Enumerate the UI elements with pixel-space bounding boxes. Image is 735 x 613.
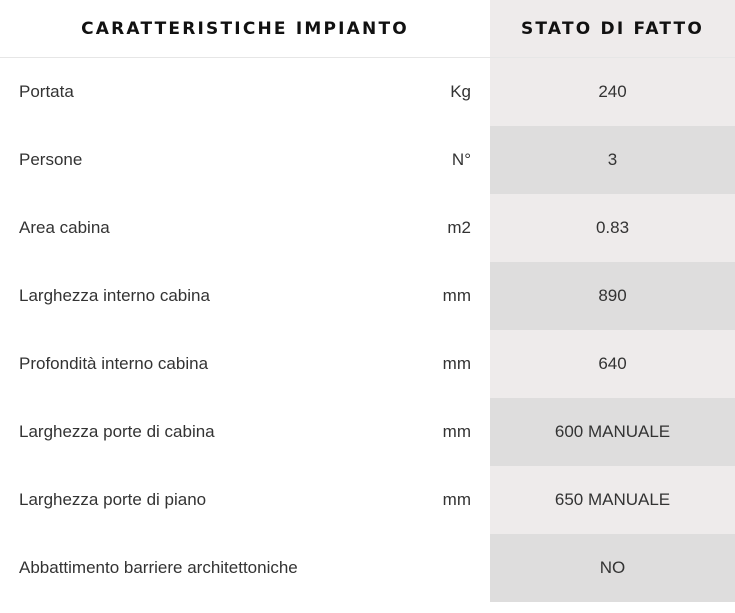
row-label: Abbattimento barriere architettoniche [0, 534, 410, 602]
table-row [0, 126, 735, 194]
row-value: NO [490, 534, 735, 602]
header-state: STATO DI FATTO [490, 0, 735, 57]
row-label: Larghezza porte di cabina [0, 398, 410, 466]
row-value: 240 [490, 58, 735, 126]
row-unit: mm [410, 262, 490, 330]
table-row [0, 58, 735, 126]
row-label: Persone [0, 126, 410, 194]
table-row [0, 194, 735, 262]
row-label: Larghezza porte di piano [0, 466, 410, 534]
row-label: Larghezza interno cabina [0, 262, 410, 330]
header-characteristics: CARATTERISTICHE IMPIANTO [0, 0, 490, 57]
table-row [0, 398, 735, 466]
row-label: Area cabina [0, 194, 410, 262]
row-unit: mm [410, 330, 490, 398]
row-value: 640 [490, 330, 735, 398]
row-unit: N° [410, 126, 490, 194]
table-row [0, 534, 735, 602]
row-unit: mm [410, 466, 490, 534]
table-header [0, 0, 735, 58]
table-row [0, 262, 735, 330]
row-unit: m2 [410, 194, 490, 262]
row-value: 600 MANUALE [490, 398, 735, 466]
row-label: Portata [0, 58, 410, 126]
row-value: 3 [490, 126, 735, 194]
row-unit [410, 534, 490, 602]
table-body [0, 58, 735, 602]
table-row [0, 330, 735, 398]
row-value: 650 MANUALE [490, 466, 735, 534]
row-value: 890 [490, 262, 735, 330]
row-unit: Kg [410, 58, 490, 126]
table-row [0, 466, 735, 534]
row-unit: mm [410, 398, 490, 466]
row-value: 0.83 [490, 194, 735, 262]
row-label: Profondità interno cabina [0, 330, 410, 398]
